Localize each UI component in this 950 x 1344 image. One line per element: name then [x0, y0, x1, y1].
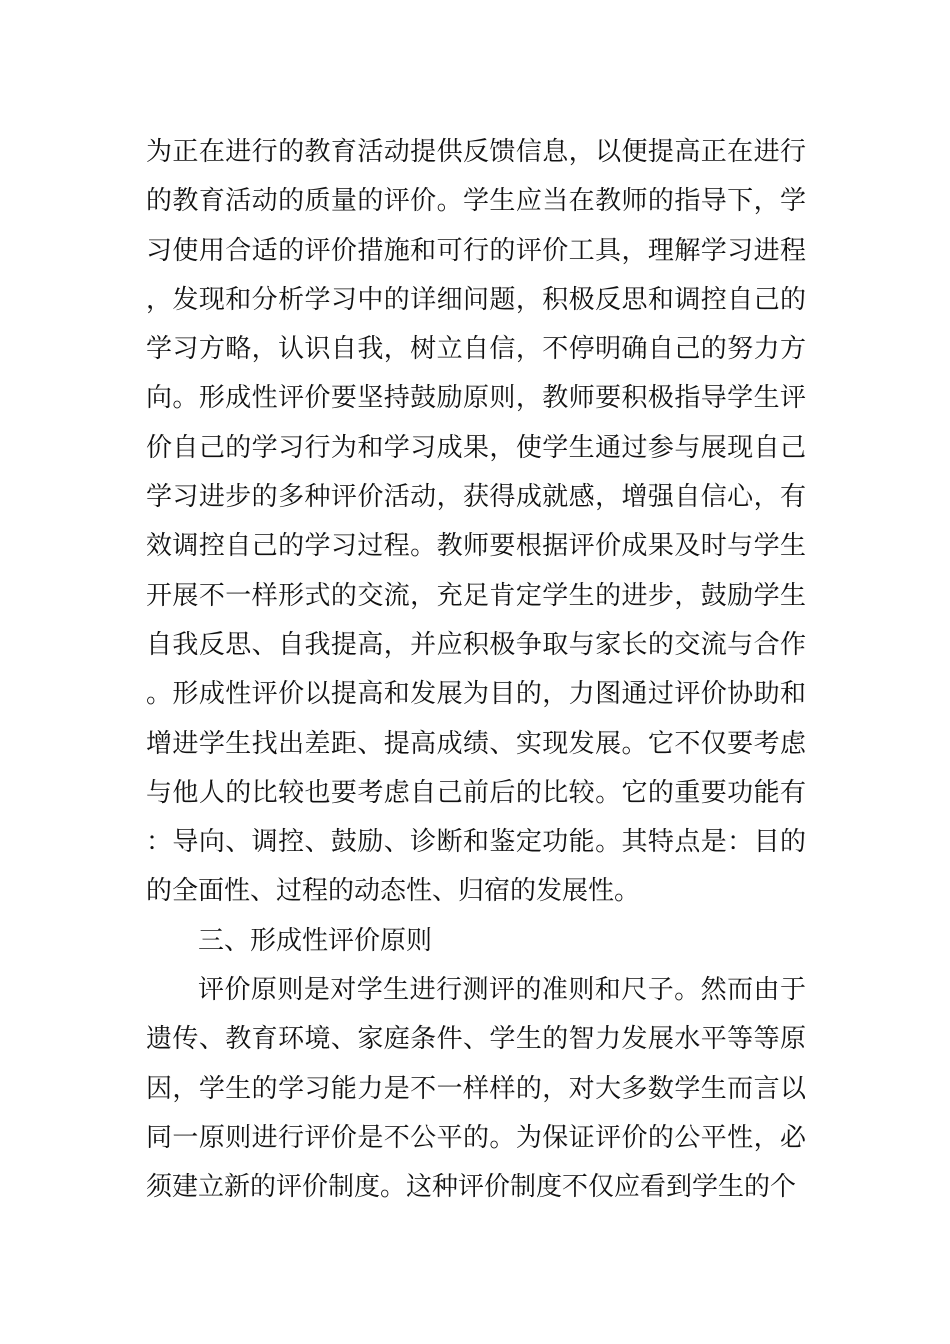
document-body [146, 128, 806, 1213]
section-heading-formative-evaluation-principles: 三、形成性评价原则 [198, 925, 433, 956]
paragraph-formative-evaluation-continued: 为正在进行的教育活动提供反馈信息，以便提高正在进行的教育活动的质量的评价。学生应当在教师的指导下，学习使用合适的评价措施和可行的评价工具，理解学习进程，发现和分析学习中的详细问题，积极反思和调控自己的学习方略，认识自我，树立自信，不停明确自己的努力方向。形成性评价要坚持鼓励原则，教师要积极指导学生评价自己的学习行为和学习成果，使学生通过参与展现自己学习进步的多种评价活动，获得成就感，增强自信心，有效调控自己的学习过程。教师要根据评价成果及时与学生开展不一样形式的交流，充足肯定学生的进步，鼓励学生自我反思、自我提高，并应积极争取与家长的交流与合作。形成性评价以提高和发展为目的，力图通过评价协助和增进学生找出差距、提高成绩、实现发展。它不仅要考虑与他人的比较也要考虑自己前后的比较。它的重要功能有：导向、调控、鼓励、诊断和鉴定功能。其特点是：目的的全面性、过程的动态性、归宿的发展性。 [146, 137, 806, 907]
paragraph-evaluation-principles: 评价原则是对学生进行测评的准则和尺子。然而由于遗传、教育环境、家庭条件、学生的智力发展水平等等原因，学生的学习能力是不一样样的，对大多数学生而言以同一原则进行评价是不公平的。为保证评价的公平性，必须建立新的评价制度。这种评价制度不仅应看到学生的个 [146, 975, 806, 1203]
